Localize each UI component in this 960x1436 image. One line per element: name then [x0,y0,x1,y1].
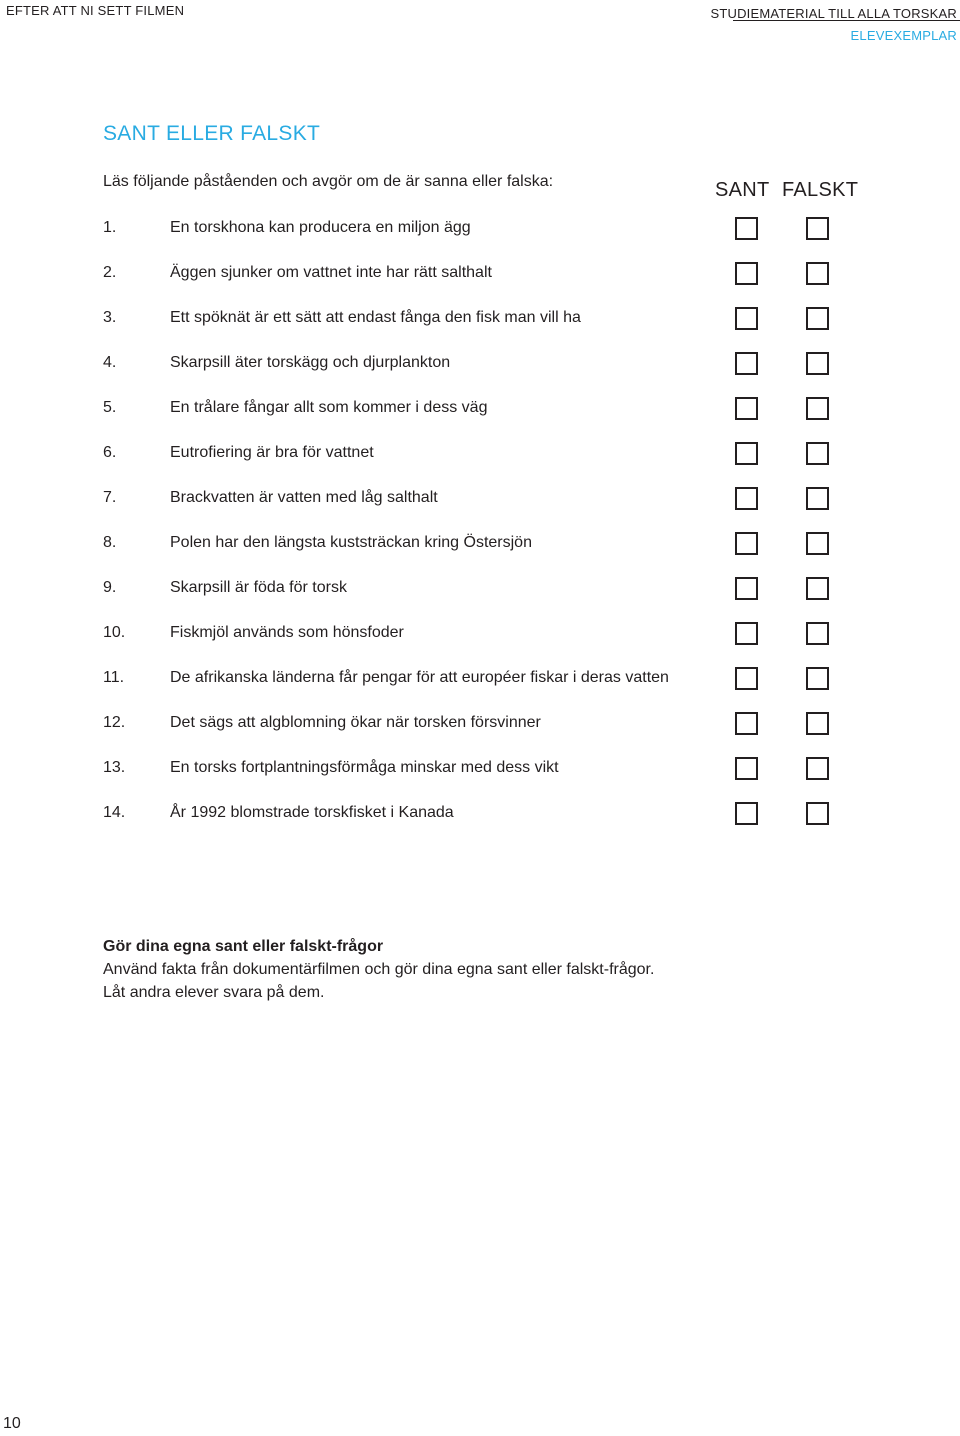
running-header-left: EFTER ATT NI SETT FILMEN [6,3,185,18]
true-checkbox[interactable] [735,667,758,690]
statement-text: En torskhona kan producera en miljon ägg [170,219,471,236]
statement-row [103,348,863,378]
statement-text: Eutrofiering är bra för vattnet [170,444,374,461]
statement-row [103,708,863,738]
running-header-right [710,3,957,47]
statement-row [103,528,863,558]
statement-text: År 1992 blomstrade torskfisket i Kanada [170,804,454,821]
true-checkbox[interactable] [735,487,758,510]
header-divider [733,20,960,21]
statement-number: 6. [103,444,117,461]
true-checkbox[interactable] [735,217,758,240]
false-checkbox[interactable] [806,217,829,240]
false-checkbox[interactable] [806,487,829,510]
statement-number: 12. [103,714,126,731]
false-checkbox[interactable] [806,802,829,825]
statement-number: 3. [103,309,117,326]
statement-row [103,753,863,783]
statement-number: 2. [103,264,117,281]
true-checkbox[interactable] [735,712,758,735]
statement-number: 5. [103,399,117,416]
false-checkbox[interactable] [806,532,829,555]
false-checkbox[interactable] [806,667,829,690]
true-checkbox[interactable] [735,262,758,285]
column-header-false: FALSKT [782,179,859,201]
false-checkbox[interactable] [806,397,829,420]
edition-label: ELEVEXEMPLAR [850,28,957,43]
false-checkbox[interactable] [806,577,829,600]
true-checkbox[interactable] [735,307,758,330]
statement-text: Fiskmjöl används som hönsfoder [170,624,404,641]
statement-number: 14. [103,804,126,821]
statement-text: En torsks fortplantningsförmåga minskar med dess vikt [170,759,559,776]
true-checkbox[interactable] [735,397,758,420]
true-checkbox[interactable] [735,622,758,645]
statement-row [103,438,863,468]
statement-row [103,213,863,243]
statement-text: Det sägs att algblomning ökar när torsken försvinner [170,714,541,731]
false-checkbox[interactable] [806,442,829,465]
own-questions-title: Gör dina egna sant eller falskt-frågor [103,938,384,955]
true-checkbox[interactable] [735,352,758,375]
false-checkbox[interactable] [806,262,829,285]
false-checkbox[interactable] [806,352,829,375]
statement-text: Skarpsill äter torskägg och djurplankton [170,354,451,371]
true-checkbox[interactable] [735,577,758,600]
false-checkbox[interactable] [806,757,829,780]
statement-row [103,258,863,288]
statement-row [103,798,863,828]
true-checkbox[interactable] [735,532,758,555]
statement-number: 11. [103,669,125,686]
statement-row [103,573,863,603]
statement-row [103,618,863,648]
true-checkbox[interactable] [735,802,758,825]
statement-number: 13. [103,759,126,776]
own-questions-line-1: Använd fakta från dokumentärfilmen och gör dina egna sant eller falskt-frågor. [103,961,655,978]
statement-number: 7. [103,489,117,506]
statement-text: Polen har den längsta kuststräckan kring Östersjön [170,534,532,551]
section-title: SANT ELLER FALSKT [103,122,321,145]
instruction-text: Läs följande påståenden och avgör om de är sanna eller falska: [103,173,554,190]
statement-text: Brackvatten är vatten med låg salthalt [170,489,438,506]
material-series-label: STUDIEMATERIAL TILL ALLA TORSKAR [710,6,957,21]
page-number: 10 [3,1415,21,1432]
own-questions-line-2: Låt andra elever svara på dem. [103,984,325,1001]
true-checkbox[interactable] [735,442,758,465]
statement-number: 9. [103,579,117,596]
statement-number: 8. [103,534,117,551]
statement-number: 1. [103,219,117,236]
statement-text: Äggen sjunker om vattnet inte har rätt salthalt [170,264,492,281]
statement-row [103,303,863,333]
column-header-true: SANT [715,179,770,201]
statement-text: En trålare fångar allt som kommer i dess väg [170,399,488,416]
false-checkbox[interactable] [806,712,829,735]
statement-row [103,663,863,693]
false-checkbox[interactable] [806,622,829,645]
statement-row [103,393,863,423]
true-checkbox[interactable] [735,757,758,780]
statement-text: Ett spöknät är ett sätt att endast fånga den fisk man vill ha [170,309,581,326]
statement-row [103,483,863,513]
statement-text: De afrikanska länderna får pengar för att européer fiskar i deras vatten [170,669,669,686]
false-checkbox[interactable] [806,307,829,330]
statement-number: 10. [103,624,126,641]
statement-number: 4. [103,354,117,371]
statement-text: Skarpsill är föda för torsk [170,579,347,596]
